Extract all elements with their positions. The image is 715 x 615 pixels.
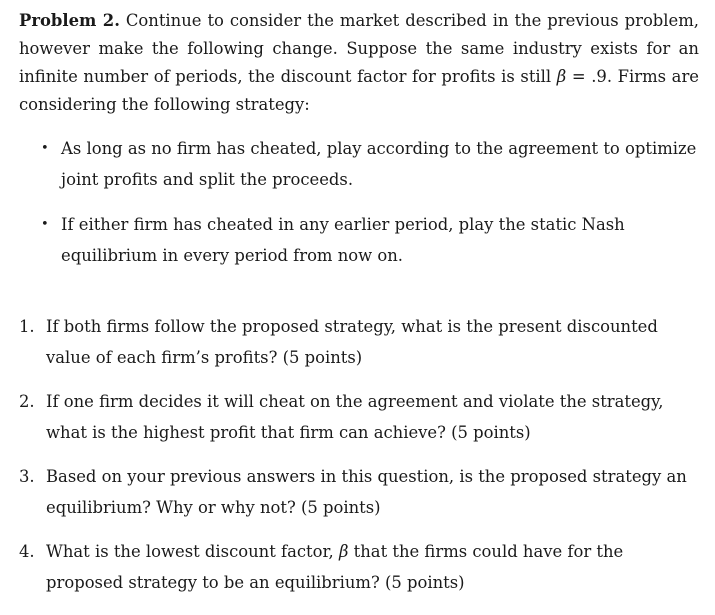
question-number: 4. [19, 542, 35, 561]
bullet-icon: • [41, 217, 49, 232]
question-text: If both firms follow the proposed strategy, what is the present discounted value of each firm’s profits? (5 points) [46, 317, 658, 367]
question-item [19, 536, 699, 598]
question-text-before: What is the lowest discount factor, [46, 542, 339, 561]
problem-intro [19, 7, 699, 119]
intro-equals: = .9. [566, 67, 613, 86]
intro-text-1: Continue to consider the market described in the previous problem, however make the following change. Suppose the same industry exists for an infinite number of periods, the discount factor for profits is still [19, 11, 699, 86]
bullet-icon: • [41, 141, 49, 156]
question-text: Based on your previous answers in this question, is the proposed strategy an equilibrium? Why or why not? (5 points) [46, 467, 687, 517]
problem-heading: Problem 2. [19, 11, 120, 30]
strategy-item [19, 209, 699, 271]
question-text-after: that the firms could have for the proposed strategy to be an equilibrium? (5 points) [46, 542, 624, 592]
question-item [19, 461, 699, 523]
strategy-list [19, 133, 699, 271]
strategy-text: If either firm has cheated in any earlier period, play the static Nash equilibrium in every period from now on. [61, 215, 625, 265]
question-number: 1. [19, 317, 35, 336]
question-item [19, 311, 699, 373]
strategy-item [19, 133, 699, 195]
beta-symbol: β [556, 67, 567, 86]
question-text: If one firm decides it will cheat on the agreement and violate the strategy, what is the highest profit that firm can achieve? (5 points) [46, 392, 664, 442]
intro-text-2: Firms are considering the following strategy: [19, 67, 699, 114]
question-list [19, 311, 699, 598]
question-text [46, 542, 623, 592]
question-number: 2. [19, 392, 35, 411]
document-page [19, 7, 699, 611]
strategy-text: As long as no firm has cheated, play according to the agreement to optimize joint profits and split the proceeds. [61, 139, 697, 189]
question-number: 3. [19, 467, 35, 486]
question-item [19, 386, 699, 448]
beta-symbol: β [338, 542, 349, 561]
